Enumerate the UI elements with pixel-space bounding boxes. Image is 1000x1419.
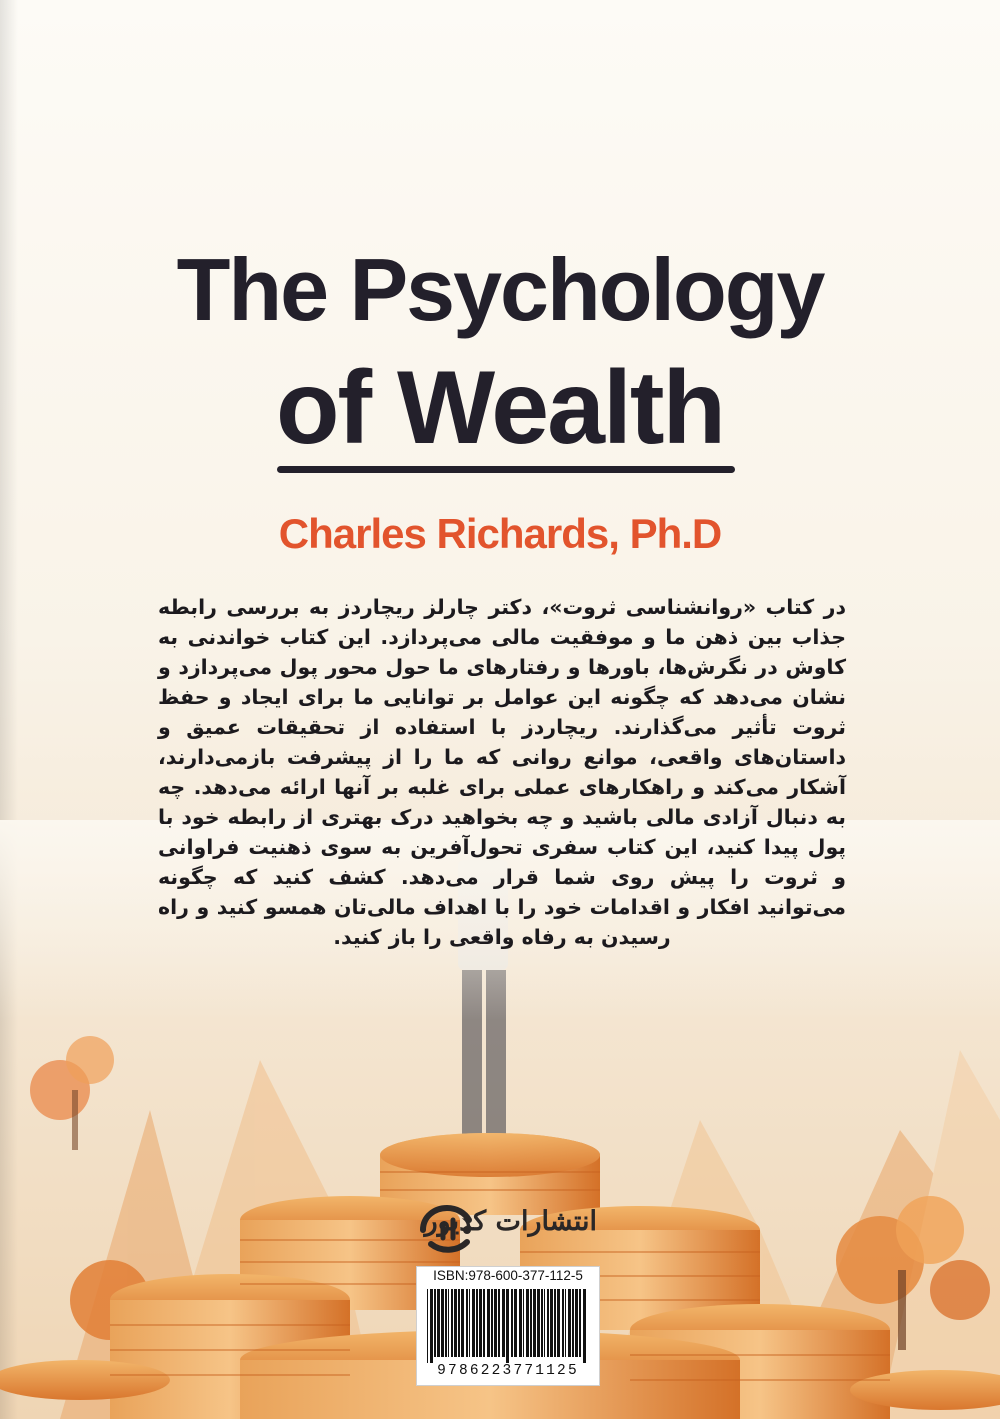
book-title-line-1: The Psychology [176, 240, 824, 339]
barcode-bar [514, 1289, 517, 1357]
title-underline [277, 466, 735, 473]
isbn-barcode-block [416, 1266, 600, 1386]
barcode-digits: 9786223771125 [437, 1363, 579, 1379]
barcode-icon [425, 1289, 591, 1363]
barcode-bar [487, 1289, 490, 1357]
barcode-bar [547, 1289, 549, 1357]
publisher-name: انتشارات کدیور [424, 1206, 597, 1237]
barcode-bar [533, 1289, 536, 1357]
barcode-bar [541, 1289, 543, 1357]
barcode-bar [498, 1289, 500, 1357]
barcode-bar [466, 1289, 468, 1357]
barcode-bar [506, 1289, 509, 1363]
barcode-bar [526, 1289, 529, 1357]
barcode-bar [554, 1289, 556, 1357]
publisher-logo [415, 1196, 605, 1266]
barcode-bar [472, 1289, 475, 1357]
barcode-bar [568, 1289, 571, 1357]
back-cover-blurb: در کتاب «روانشناسی ثروت»، دکتر چارلز ریچاردز به بررسی رابطه جذاب بین ذهن ما و موفقیت مالی می‌پردازد. این کتاب خواندنی به کاوش در نگرش‌ها، باورها و رفتارهای ما حول محور پول می‌پردازد و نشان می‌دهد که چگونه این عوامل بر توانایی ما برای ایجاد و حفظ ثروت تأثیر می‌گذارند. ریچاردز با استفاده از تحقیقات عمیق و داستان‌های واقعی، موانع روانی که ما را از پیشرفت بازمی‌دارند، آشکار می‌کند و راهکارهای عملی برای غلبه بر آنها ارائه می‌دهد. چه به دنبال آزادی مالی باشید و چه بخواهید درک بهتری از رابطه خود با پول پیدا کنید، این کتاب سفری تحول‌آفرین به سوی ذهنیت فراوانی و ثروت را پیش روی شما قرار می‌دهد. کشف کنید که چگونه می‌توانید افکار و اقدامات خود را با اهداف مالی‌تان همسو کنید و راه رسیدن به رفاه واقعی را باز کنید. [158, 595, 846, 949]
barcode-bar [537, 1289, 540, 1357]
barcode-bar [530, 1289, 532, 1357]
barcode-bar [550, 1289, 553, 1357]
barcode-bar [494, 1289, 497, 1357]
barcode-bar [441, 1289, 444, 1357]
barcode-bar [572, 1289, 574, 1357]
barcode-bar [448, 1289, 449, 1357]
barcode-bar [557, 1289, 560, 1357]
barcode-bar [479, 1289, 482, 1357]
barcode-bar [469, 1289, 470, 1357]
barcode-bar [511, 1289, 513, 1357]
barcode-bar [502, 1289, 505, 1357]
barcode-bar [565, 1289, 566, 1357]
barcode-bar [451, 1289, 453, 1357]
isbn-label: ISBN:978-600-377-112-5 [433, 1268, 583, 1283]
barcode-bar [562, 1289, 564, 1357]
barcode-bar [583, 1289, 586, 1363]
barcode-bar [430, 1289, 433, 1363]
author-name: Charles Richards, Ph.D [278, 510, 722, 557]
barcode-bar [523, 1289, 524, 1357]
barcode-bar [491, 1289, 493, 1357]
barcode-bar [445, 1289, 447, 1357]
barcode-bar [544, 1289, 545, 1357]
barcode-bar [579, 1289, 581, 1357]
barcode-bar [434, 1289, 436, 1357]
barcode-bar [575, 1289, 578, 1357]
barcode-bar [519, 1289, 522, 1357]
barcode-bar [437, 1289, 440, 1357]
book-title-line-2: of Wealth [275, 350, 725, 466]
barcode-bar [483, 1289, 485, 1357]
barcode-bar [461, 1289, 464, 1357]
barcode-bar [458, 1289, 460, 1357]
barcode-bar [454, 1289, 457, 1357]
barcode-bar [476, 1289, 478, 1357]
barcode-bar [427, 1289, 428, 1363]
